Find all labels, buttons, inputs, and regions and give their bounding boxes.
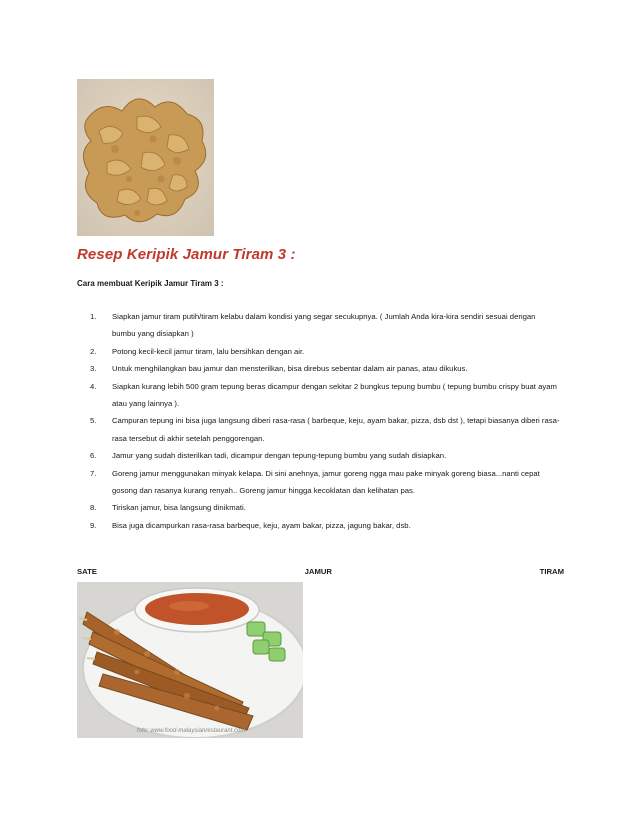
step-text: Bisa juga dicampurkan rasa-rasa barbeque, keju, ayam bakar, pizza, jagung bakar, dsb.: [112, 520, 411, 530]
step-text: Jamur yang sudah disterilkan tadi, dicampur dengan tepung-tepung bumbu yang sudah disiapkan.: [112, 451, 447, 461]
photo-caption: foto: www.food-malaysianrestaurant.com: [137, 728, 246, 734]
title-word-sate: SATE: [77, 567, 97, 576]
step-text: Campuran tepung ini bisa juga langsung diberi rasa-rasa ( barbeque, keju, ayam bakar, pizza, dsb dst ), tetapi biasanya diberi rasa-rasa tersebut di akhir setelah penggorengan.: [112, 416, 560, 443]
sate-jamur-tiram-title: [77, 567, 564, 576]
step-item: [90, 378, 560, 413]
title-word-tiram: TIRAM: [539, 567, 564, 576]
step-number: 3.: [90, 364, 97, 374]
step-number: 4.: [90, 381, 97, 391]
step-text: Goreng jamur menggunakan minyak kelapa. Di sini anehnya, jamur goreng ngga mau pake minyak goreng biasa...nanti cepat gosong dan rasanya kurang renyah.. Goreng jamur hingga kecoklatan dan kelihatan pas.: [112, 468, 540, 496]
step-text: Siapkan jamur tiram putih/tiram kelabu dalam kondisi yang segar secukupnya. ( Jumlah Anda kira-kira sendiri sesuai dengan bumbu yang disiapkan ): [112, 312, 536, 339]
step-item: [90, 517, 560, 534]
step-number: 8.: [90, 503, 97, 513]
step-number: 7.: [90, 468, 97, 478]
title-word-jamur: JAMUR: [304, 567, 332, 576]
step-text: Untuk menghilangkan bau jamur dan mensterilkan, bisa direbus sebentar dalam air panas, atau dikukus.: [112, 364, 468, 374]
steps-list: [90, 308, 560, 534]
step-text: Tiriskan jamur, bisa langsung dinikmati.: [112, 503, 246, 513]
step-text: Potong kecil-kecil jamur tiram, lalu bersihkan dengan air.: [112, 346, 305, 356]
step-number: 2.: [90, 346, 97, 356]
step-item: [90, 447, 560, 464]
step-number: 5.: [90, 416, 97, 426]
step-item: [90, 412, 560, 447]
step-item: [90, 308, 560, 343]
recipe-heading: Resep Keripik Jamur Tiram 3 :: [77, 246, 296, 263]
step-number: 1.: [90, 312, 97, 321]
step-number: 9.: [90, 520, 97, 530]
recipe-subheading: Cara membuat Keripik Jamur Tiram 3 :: [77, 279, 224, 288]
sate-jamur-photo: [77, 582, 303, 738]
step-item: [90, 499, 560, 516]
step-item: [90, 343, 560, 360]
step-number: 6.: [90, 451, 97, 461]
keripik-jamur-photo: [77, 79, 214, 236]
step-text: Siapkan kurang lebih 500 gram tepung beras dicampur dengan sekitar 2 bungkus tepung bumbu ( tepung bumbu crispy buat ayam atau yang lainnya ).: [112, 381, 557, 409]
step-item: [90, 360, 560, 377]
step-item: [90, 465, 560, 500]
